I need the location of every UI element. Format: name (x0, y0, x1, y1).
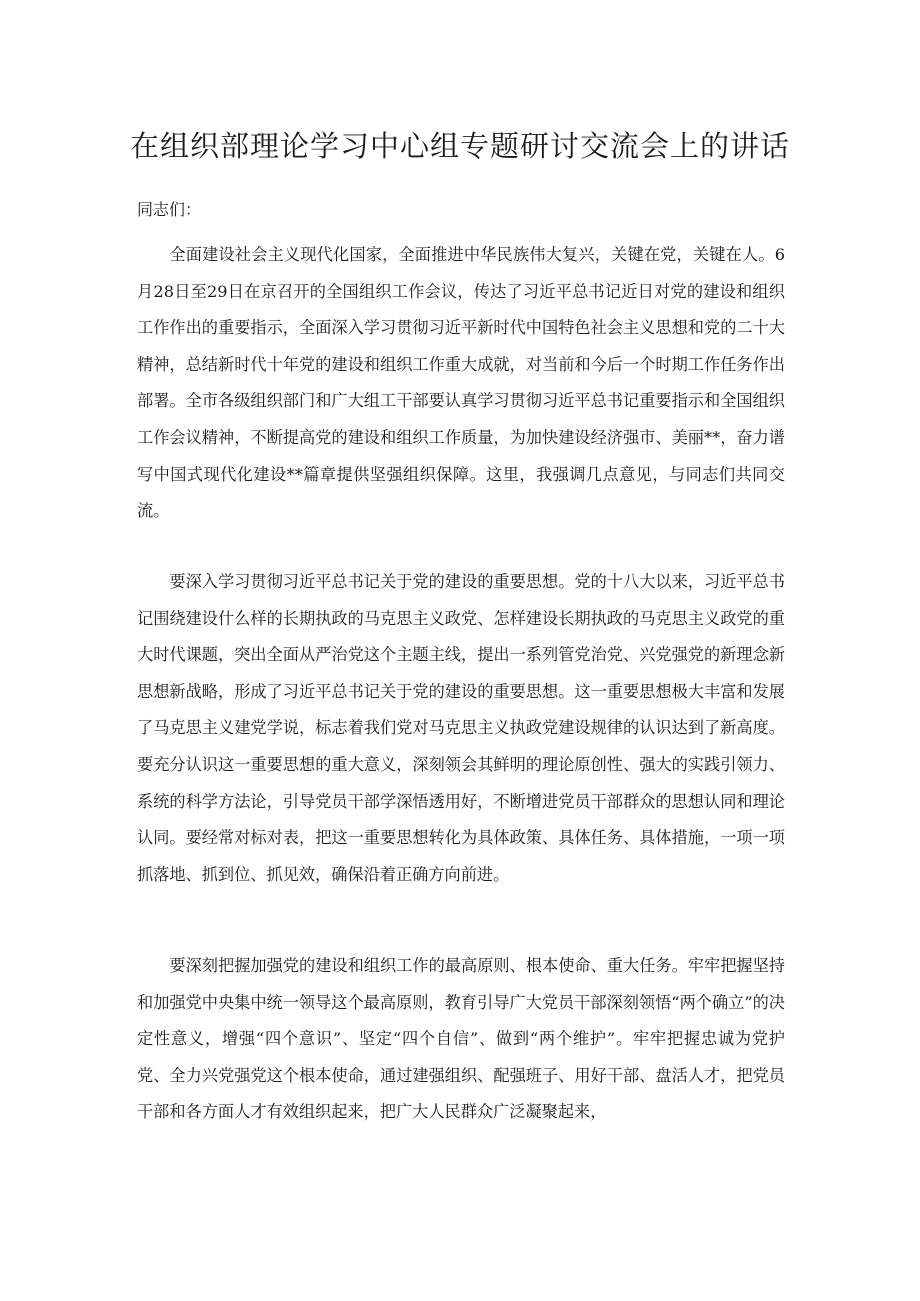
salutation: 同志们： (137, 200, 202, 219)
paragraph-3: 要深刻把握加强党的建设和组织工作的最高原则、根本使命、重大任务。牢牢把握坚持和加强党中央集中统一领导这个最高原则，教育引导广大党员干部深刻领悟“两个确立”的决定性意义，增强“四个意识”、坚定“四个自信”、做到“两个维护”。牢牢把握忠诚为党护党、全力兴党强党这个根本使命，通过建强组织、配强班子、用好干部、盘活人才，把党员干部和各方面人才有效组织起来，把广大人民群众广泛凝聚起来， (137, 956, 785, 1122)
paragraph-1: 全面建设社会主义现代化国家，全面推进中华民族伟大复兴，关键在党，关键在人。6月28日至29日在京召开的全国组织工作会议，传达了习近平总书记近日对党的建设和组织工作作出的重要指示，全面深入学习贯彻习近平新时代中国特色社会主义思想和党的二十大精神，总结新时代十年党的建设和组织工作重大成就，对当前和今后一个时期工作任务作出部署。全市各级组织部门和广大组工干部要认真学习贯彻习近平总书记重要指示和全国组织工作会议精神，不断提高党的建设和组织工作质量，为加快建设经济强市、美丽**，奋力谱写中国式现代化建设**篇章提供坚强组织保障。这里，我强调几点意见，与同志们共同交流。 (137, 245, 785, 521)
document-title: 在组织部理论学习中心组专题研讨交流会上的讲话 (129, 129, 790, 163)
paragraph-2: 要深入学习贯彻习近平总书记关于党的建设的重要思想。党的十八大以来，习近平总书记围绕建设什么样的长期执政的马克思主义政党、怎样建设长期执政的马克思主义政党的重大时代课题，突出全面从严治党这个主题主线，提出一系列管党治党、兴党强党的新理念新思想新战略，形成了习近平总书记关于党的建设的重要思想。这一重要思想极大丰富和发展了马克思主义建党学说，标志着我们党对马克思主义执政党建设规律的认识达到了新高度。要充分认识这一重要思想的重大意义，深刻领会其鲜明的理论原创性、强大的实践引领力、系统的科学方法论，引导党员干部学深悟透用好，不断增进党员干部群众的思想认同和理论认同。要经常对标对表，把这一重要思想转化为具体政策、具体任务、具体措施，一项一项抓落地、抓到位、抓见效，确保沿着正确方向前进。 (137, 572, 785, 884)
